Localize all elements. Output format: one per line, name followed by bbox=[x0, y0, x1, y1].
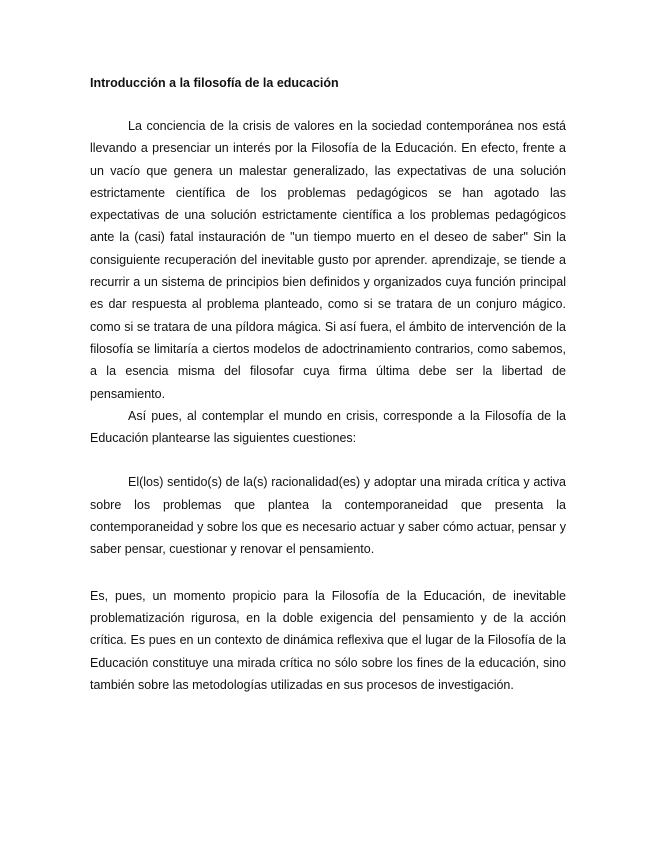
paragraph-2: Así pues, al contemplar el mundo en crisis, corresponde a la Filosofía de la Educación plantearse las siguientes cuestiones: bbox=[90, 408, 566, 446]
document-title: Introducción a la filosofía de la educación bbox=[90, 76, 339, 90]
paragraph-3: El(los) sentido(s) de la(s) racionalidad(es) y adoptar una mirada crítica y activa sobre los problemas que plantea la contemporaneidad que presenta la contemporaneidad y sobre los que es necesario actuar y saber cómo actuar, pensar y saber pensar, cuestionar y renovar el pensamiento. bbox=[90, 475, 566, 557]
paragraph-1: La conciencia de la crisis de valores en la sociedad contemporánea nos está llevando a presenciar un interés por la Filosofía de la Educación. En efecto, frente a un vacío que genera un malestar generalizado, las expectativas de una solución estrictamente científica de los problemas pedagógicos se han agotado las expectativas de una solución estrictamente científica a los problemas pedagógicos ante la (casi) fatal instauración de "un tiempo muerto en el deseo de saber" Sin la consiguiente recuperación del inevitable gusto por aprender. aprendizaje, se tiende a recurrir a un sistema de principios bien definidos y organizados cuya función principal es dar respuesta al problema planteado, como si se tratara de un conjuro mágico. como si se tratara de una píldora mágica. Si así fuera, el ámbito de intervención de la filosofía se limitaría a ciertos modelos de adoctrinamiento contrarios, como sabemos, a la esencia misma del filosofar cuya firma última debe ser la libertad de pensamiento. bbox=[90, 119, 566, 401]
paragraph-4: Es, pues, un momento propicio para la Filosofía de la Educación, de inevitable problematización rigurosa, en la doble exigencia del pensamiento y de la acción crítica. Es pues en un contexto de dinámica reflexiva que el lugar de la Filosofía de la Educación constituye una mirada crítica no sólo sobre los fines de la educación, sino también sobre las metodologías utilizadas en sus procesos de investigación. bbox=[90, 588, 566, 692]
document-page bbox=[90, 72, 566, 696]
